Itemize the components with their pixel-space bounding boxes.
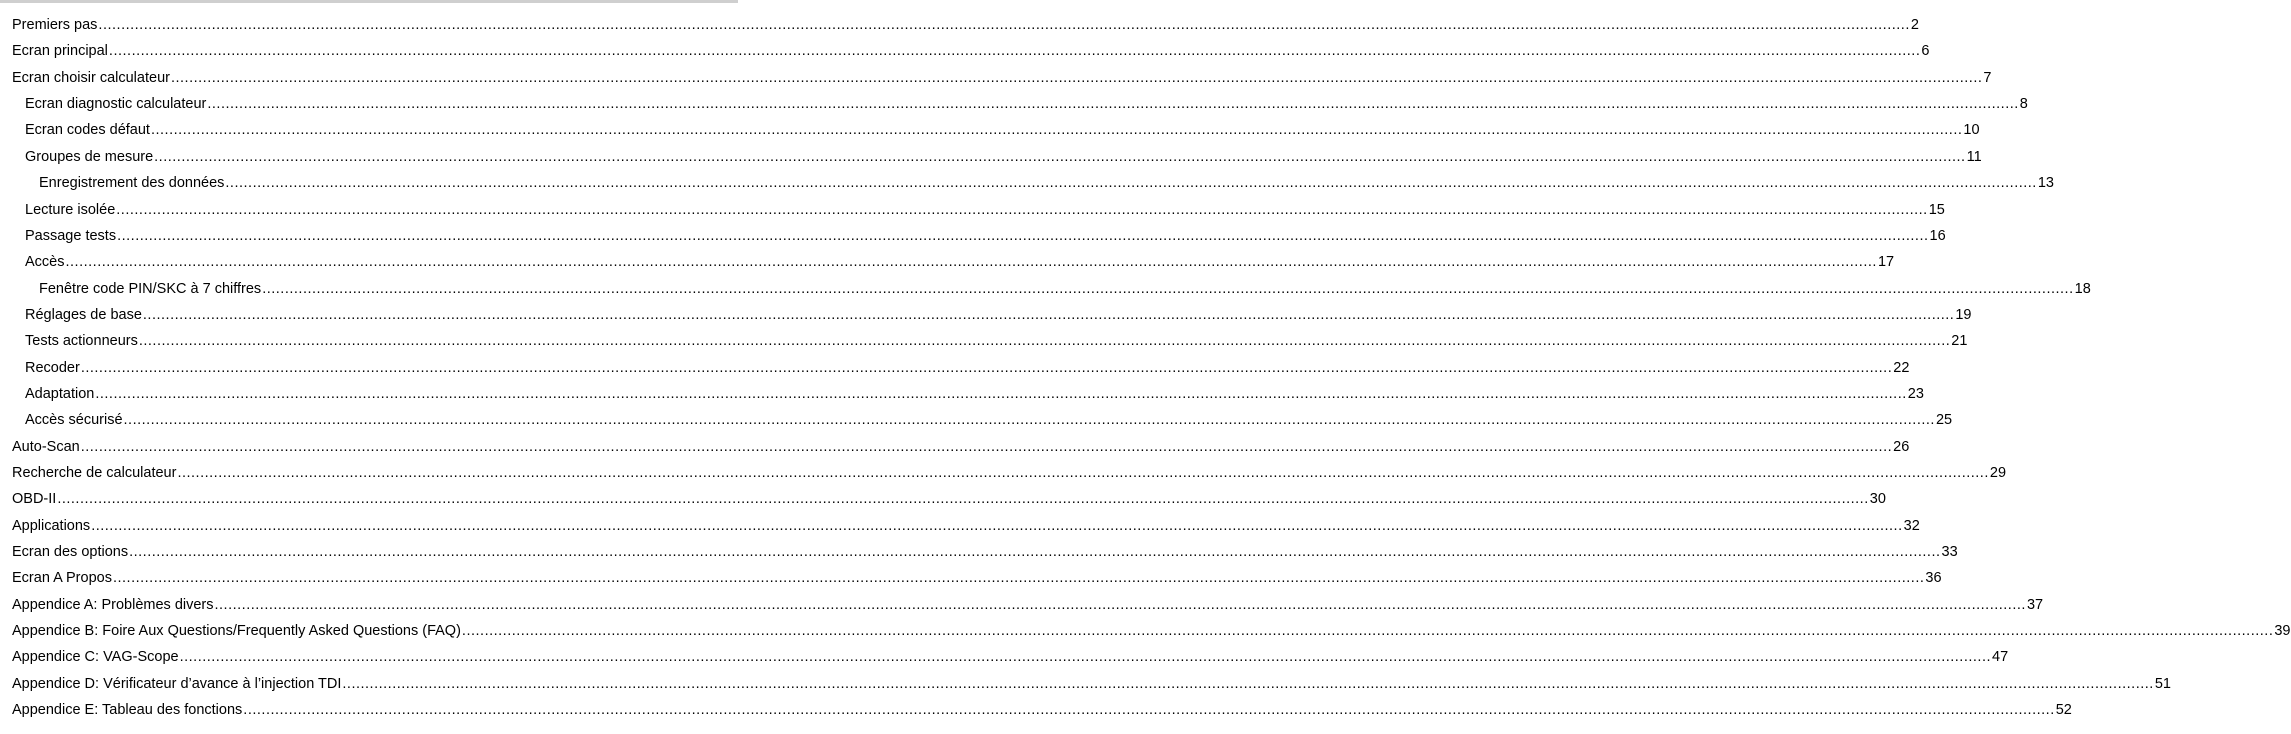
toc-entry-title: Enregistrement des données [39, 175, 225, 192]
toc-entry[interactable] [12, 540, 1958, 564]
toc-entry-title: Réglages de base [25, 306, 142, 323]
toc-entry-page-number: 21 [1951, 333, 1968, 350]
toc-entry-title: Ecran principal [12, 43, 108, 60]
toc-entry-page-number: 36 [1925, 570, 1942, 587]
toc-entry-title: Accès sécurisé [25, 412, 123, 429]
toc-entry-title: Appendice D: Vérificateur d’avance à l’injection TDI [12, 675, 342, 692]
toc-entry-page-number: 8 [2019, 96, 2028, 113]
toc-entry[interactable] [25, 356, 1910, 380]
toc-entry-page-number: 22 [1893, 359, 1910, 376]
toc-entry-page-number: 23 [1907, 385, 1924, 402]
toc-entry-page-number: 6 [1921, 43, 1930, 60]
toc-entry-title: Groupes de mesure [25, 148, 154, 165]
toc-entry-page-number: 26 [1893, 438, 1910, 455]
toc-entry[interactable] [39, 277, 2091, 301]
toc-dot-leader: ................................................................................................................................................................................................................................................................................................................................................................................................................ [207, 96, 2019, 113]
toc-entry-title: Applications [12, 517, 91, 534]
toc-entry[interactable] [12, 461, 2007, 485]
toc-entry[interactable] [25, 382, 1924, 406]
toc-entry[interactable] [12, 514, 1920, 538]
toc-entry-title: Ecran choisir calculateur [12, 69, 170, 86]
toc-entry[interactable] [25, 329, 1968, 353]
toc-entry[interactable] [25, 198, 1945, 222]
toc-entry-title: Appendice B: Foire Aux Questions/Frequently Asked Questions (FAQ) [12, 623, 461, 640]
toc-entry-page-number: 7 [1983, 69, 1992, 86]
toc-entry-page-number: 10 [1963, 122, 1980, 139]
toc-dot-leader: ................................................................................................................................................................................................................................................................................................................................................................................................................ [117, 227, 1929, 244]
toc-entry[interactable] [12, 487, 1886, 511]
toc-entry[interactable] [25, 408, 1953, 432]
toc-entry-title: Recherche de calculateur [12, 465, 177, 481]
toc-entry-title: Auto-Scan [12, 438, 80, 455]
toc-dot-leader: ................................................................................................................................................................................................................................................................................................................................................................................................................ [177, 465, 1989, 481]
toc-dot-leader: ................................................................................................................................................................................................................................................................................................................................................................................................................ [154, 148, 1966, 165]
toc-dot-leader: ................................................................................................................................................................................................................................................................................................................................................................................................................ [129, 544, 1941, 560]
toc-entry[interactable] [12, 619, 2291, 643]
toc-dot-leader: ................................................................................................................................................................................................................................................................................................................................................................................................................ [150, 122, 1963, 139]
toc-entry-title: Ecran codes défaut [25, 122, 150, 139]
toc-entry[interactable] [25, 224, 1946, 248]
toc-entry-page-number: 47 [1992, 649, 2009, 666]
toc-dot-leader: ................................................................................................................................................................................................................................................................................................................................................................................................................ [108, 43, 1921, 60]
toc-entry-page-number: 19 [1955, 306, 1972, 323]
toc-entry-page-number: 30 [1869, 491, 1886, 508]
toc-entry[interactable] [12, 698, 2072, 722]
toc-entry[interactable] [25, 92, 2028, 116]
toc-entry[interactable] [12, 566, 1942, 590]
toc-entry-title: Ecran diagnostic calculateur [25, 96, 207, 113]
toc-entry-page-number: 17 [1877, 254, 1895, 271]
toc-entry-title: Passage tests [25, 227, 117, 244]
toc-dot-leader: ................................................................................................................................................................................................................................................................................................................................................................................................................ [214, 596, 2026, 613]
toc-entry[interactable] [12, 435, 1910, 459]
toc-entry[interactable] [12, 672, 2171, 696]
toc-dot-leader: ................................................................................................................................................................................................................................................................................................................................................................................................................ [65, 254, 1877, 271]
toc-entry-title: Adaptation [25, 385, 95, 402]
toc-entry-title: Ecran des options [12, 544, 129, 560]
toc-entry[interactable] [25, 250, 1895, 274]
toc-entry[interactable] [12, 66, 1992, 90]
toc-dot-leader: ................................................................................................................................................................................................................................................................................................................................................................................................................ [461, 623, 2274, 640]
toc-dot-leader: ................................................................................................................................................................................................................................................................................................................................................................................................................ [116, 201, 1928, 218]
toc-entry-page-number: 15 [1928, 201, 1945, 218]
toc-entry[interactable] [12, 13, 1919, 37]
toc-dot-leader: ................................................................................................................................................................................................................................................................................................................................................................................................................ [179, 649, 1992, 666]
toc-entry-title: Appendice A: Problèmes divers [12, 596, 214, 613]
toc-entry-page-number: 52 [2055, 702, 2072, 719]
toc-entry-page-number: 2 [1910, 17, 1919, 33]
toc-dot-leader: ................................................................................................................................................................................................................................................................................................................................................................................................................ [95, 385, 1907, 402]
toc-entry-title: Accès [25, 254, 65, 271]
toc-entry-page-number: 33 [1941, 544, 1958, 560]
toc-dot-leader: ................................................................................................................................................................................................................................................................................................................................................................................................................ [138, 333, 1951, 350]
toc-entry-page-number: 51 [2154, 675, 2171, 692]
toc-entry[interactable] [12, 645, 2009, 669]
toc-dot-leader: ................................................................................................................................................................................................................................................................................................................................................................................................................ [123, 412, 1935, 429]
toc-entry-title: Fenêtre code PIN/SKC à 7 chiffres [39, 280, 262, 297]
toc-dot-leader: ................................................................................................................................................................................................................................................................................................................................................................................................................ [57, 491, 1869, 508]
toc-dot-leader: ................................................................................................................................................................................................................................................................................................................................................................................................................ [243, 702, 2055, 719]
toc-dot-leader: ................................................................................................................................................................................................................................................................................................................................................................................................................ [98, 17, 1910, 33]
toc-entry-title: Appendice E: Tableau des fonctions [12, 702, 243, 719]
toc-entry-page-number: 29 [1989, 465, 2007, 481]
toc-entry-page-number: 25 [1935, 412, 1953, 429]
toc-dot-leader: ................................................................................................................................................................................................................................................................................................................................................................................................................ [91, 517, 1903, 534]
toc-entry[interactable] [39, 171, 2054, 195]
toc-entry[interactable] [12, 39, 1930, 63]
toc-entry-page-number: 37 [2026, 596, 2044, 613]
toc-entry-page-number: 32 [1903, 517, 1920, 534]
toc-entry-title: Recoder [25, 359, 80, 376]
toc-dot-leader: ................................................................................................................................................................................................................................................................................................................................................................................................................ [262, 280, 2074, 297]
toc-entry-title: Lecture isolée [25, 201, 116, 218]
toc-dot-leader: ................................................................................................................................................................................................................................................................................................................................................................................................................ [170, 69, 1983, 86]
toc-entry[interactable] [25, 145, 1982, 169]
toc-entry-page-number: 18 [2074, 280, 2091, 297]
toc-entry-page-number: 39 [2274, 623, 2291, 640]
toc-entry-title: Appendice C: VAG-Scope [12, 649, 179, 666]
toc-entry[interactable] [25, 118, 1980, 142]
toc-entry-page-number: 11 [1966, 148, 1982, 165]
toc-entry-page-number: 13 [2037, 175, 2054, 192]
toc-entry-page-number: 16 [1929, 227, 1946, 244]
toc-entry-title: Tests actionneurs [25, 333, 138, 350]
toc-dot-leader: ................................................................................................................................................................................................................................................................................................................................................................................................................ [225, 175, 2037, 192]
toc-entry-title: OBD-II [12, 491, 57, 508]
toc-entry-title: Ecran A Propos [12, 570, 112, 587]
toc-entry[interactable] [12, 593, 2044, 617]
toc-entry-title: Premiers pas [12, 17, 98, 33]
toc-dot-leader: ................................................................................................................................................................................................................................................................................................................................................................................................................ [342, 675, 2154, 692]
toc-dot-leader: ................................................................................................................................................................................................................................................................................................................................................................................................................ [142, 306, 1955, 323]
toc-dot-leader: ................................................................................................................................................................................................................................................................................................................................................................................................................ [80, 438, 1893, 455]
toc-entry[interactable] [25, 303, 1972, 327]
toc-dot-leader: ................................................................................................................................................................................................................................................................................................................................................................................................................ [112, 570, 1925, 587]
toc-dot-leader: ................................................................................................................................................................................................................................................................................................................................................................................................................ [80, 359, 1893, 376]
